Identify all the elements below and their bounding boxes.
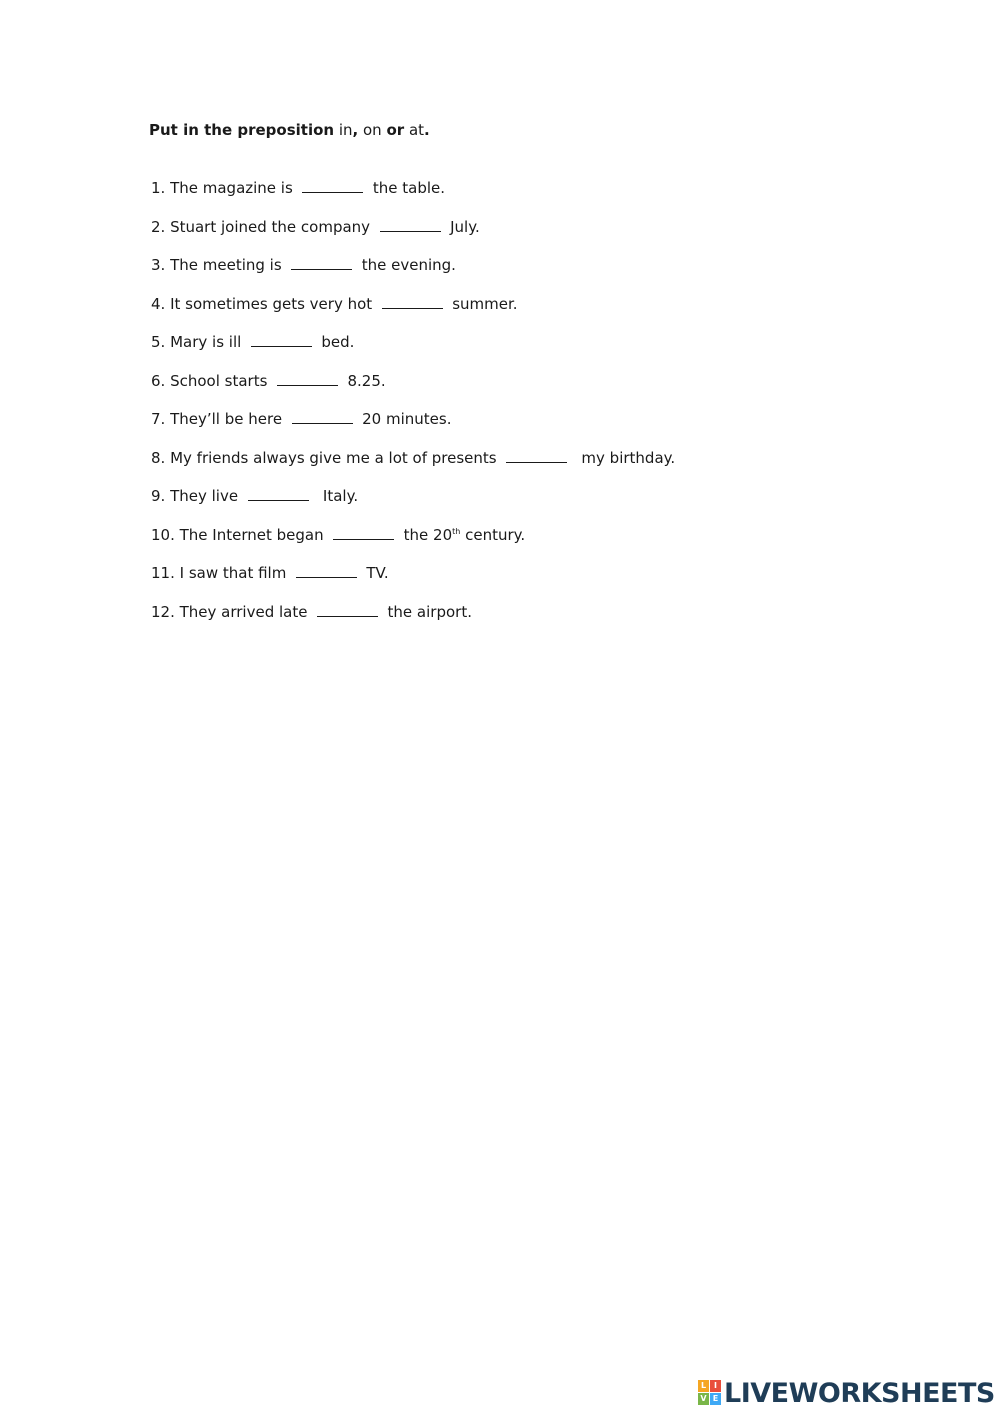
exercise-item xyxy=(151,602,675,641)
instruction-text-7: . xyxy=(424,121,430,139)
item-text-before: 1. The magazine is xyxy=(151,179,303,197)
logo-mark-tile: V xyxy=(698,1393,709,1405)
answer-blank[interactable] xyxy=(251,332,312,347)
answer-blank[interactable] xyxy=(296,563,357,578)
item-text-before: 6. School starts xyxy=(151,371,277,390)
exercise-item xyxy=(151,217,675,256)
logo-mark-tile: E xyxy=(710,1393,721,1405)
item-text-after-2: century. xyxy=(460,525,526,544)
exercise-item xyxy=(151,178,675,217)
item-text-after: the evening. xyxy=(352,256,456,274)
answer-blank[interactable] xyxy=(317,602,378,617)
logo-mark-tile: L xyxy=(698,1380,709,1392)
item-text-before: 10. The Internet began xyxy=(151,525,334,544)
instruction-text-1: Put in the preposition xyxy=(149,121,335,139)
exercise-item xyxy=(151,525,675,564)
answer-blank[interactable] xyxy=(380,217,441,232)
ordinal-suffix: th xyxy=(452,526,461,536)
item-text-after: the airport. xyxy=(378,602,472,621)
instruction-text-2: in xyxy=(334,121,353,139)
answer-blank[interactable] xyxy=(506,448,567,463)
item-text-after: the 20 xyxy=(394,525,453,544)
item-text-after: July. xyxy=(440,217,480,236)
answer-blank[interactable] xyxy=(333,525,394,540)
item-text-after: bed. xyxy=(311,333,355,351)
exercise-item xyxy=(151,409,675,448)
exercise-item xyxy=(151,371,675,410)
exercise-item xyxy=(151,294,675,333)
item-text-before: 2. Stuart joined the company xyxy=(151,217,380,236)
exercise-item xyxy=(151,448,675,487)
logo-text: LIVEWORKSHEETS xyxy=(724,1377,995,1409)
answer-blank[interactable] xyxy=(248,486,309,501)
item-text-before: 12. They arrived late xyxy=(151,602,317,621)
item-text-before: 5. Mary is ill xyxy=(151,333,251,351)
item-text-before: 4. It sometimes gets very hot xyxy=(151,294,382,313)
item-text-before: 3. The meeting is xyxy=(151,256,292,274)
logo-mark-icon xyxy=(698,1380,722,1406)
exercise-item xyxy=(151,486,675,525)
exercise-item xyxy=(151,332,675,371)
instruction-text-4: on xyxy=(358,121,387,139)
answer-blank[interactable] xyxy=(302,178,363,193)
item-text-after: summer. xyxy=(442,294,518,313)
item-text-after: Italy. xyxy=(308,487,359,505)
item-text-after: the table. xyxy=(363,179,446,197)
item-text-before: 11. I saw that film xyxy=(151,564,296,582)
answer-blank[interactable] xyxy=(277,371,338,386)
instruction-text-3: , xyxy=(352,121,359,139)
answer-blank[interactable] xyxy=(292,409,353,424)
logo-mark-tile: I xyxy=(710,1380,721,1392)
item-text-before: 7. They’ll be here xyxy=(151,410,292,428)
answer-blank[interactable] xyxy=(382,294,443,309)
exercise-item xyxy=(151,563,675,602)
item-text-after: TV. xyxy=(356,564,389,582)
item-text-after: 8.25. xyxy=(337,371,386,390)
item-text-before: 8. My friends always give me a lot of presents xyxy=(151,448,507,467)
exercise-item xyxy=(151,255,675,294)
answer-blank[interactable] xyxy=(291,255,352,270)
item-text-after: 20 minutes. xyxy=(352,410,452,428)
item-text-after: my birthday. xyxy=(567,448,676,467)
liveworksheets-logo xyxy=(698,1378,995,1408)
item-text-before: 9. They live xyxy=(151,487,248,505)
instruction-text-5: or xyxy=(386,121,405,139)
exercise-list xyxy=(151,178,675,640)
instruction-text-6: at xyxy=(404,121,425,139)
instruction xyxy=(149,121,430,139)
